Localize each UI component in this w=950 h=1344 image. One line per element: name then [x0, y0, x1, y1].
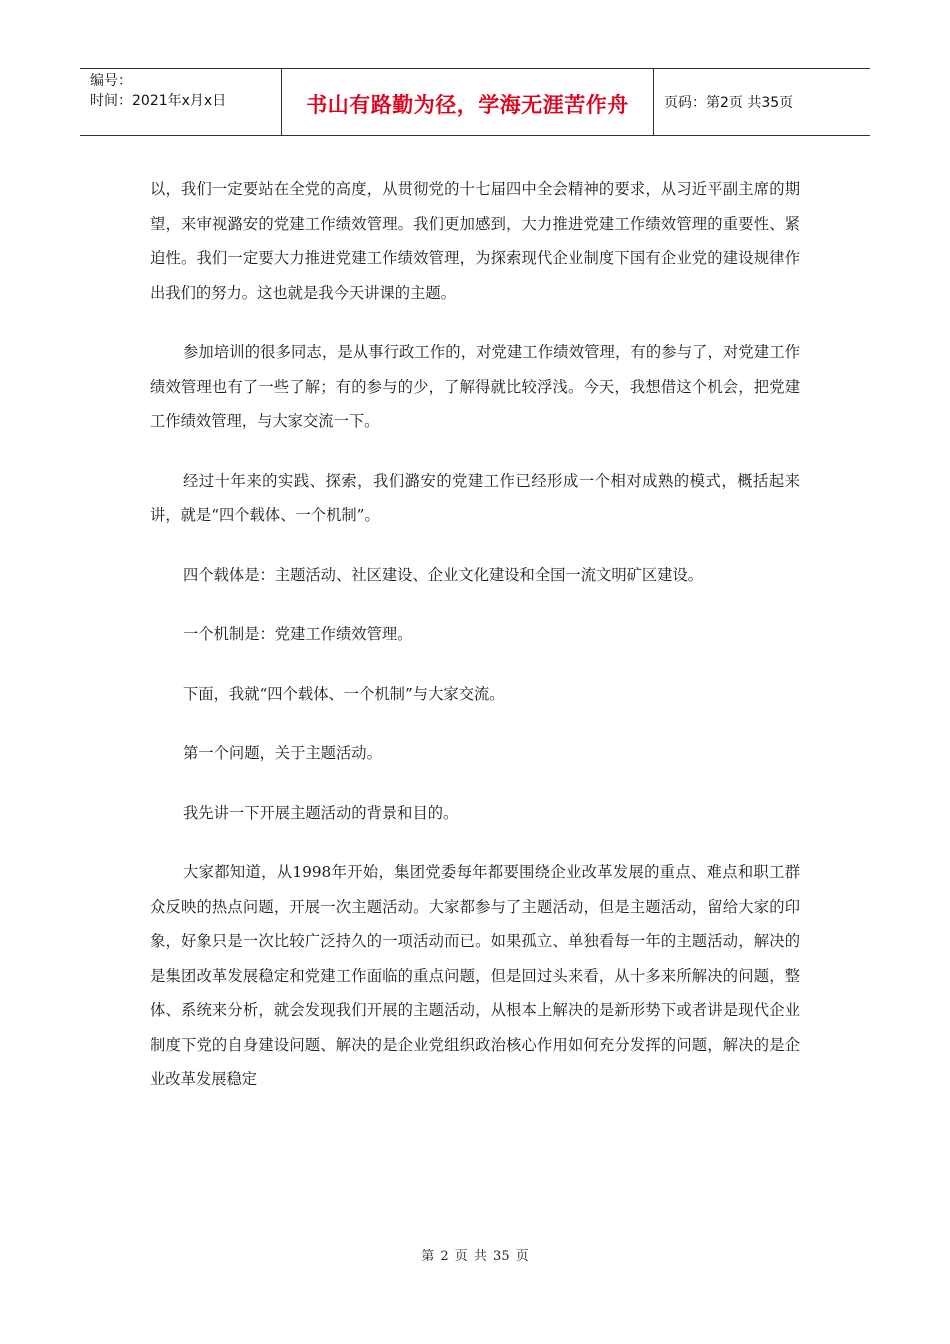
- header-page-code-cell: [654, 69, 870, 135]
- body-paragraph: 经过十年来的实践、探索，我们潞安的党建工作已经形成一个相对成熟的模式，概括起来讲，就是“四个载体、一个机制”。: [150, 471, 800, 524]
- document-body: [150, 172, 800, 1097]
- body-paragraph: 参加培训的很多同志，是从事行政工作的，对党建工作绩效管理，有的参与了，对党建工作绩效管理也有了一些了解；有的参与的少，了解得就比较浮浅。今天，我想借这个机会，把党建工作绩效管理，与大家交流一下。: [150, 343, 800, 430]
- serial-number-label: 编号：: [90, 73, 132, 89]
- motto-text: 书山有路勤为径，学海无涯苦作舟: [306, 93, 629, 117]
- date-label: 时间：2021年x月x日: [90, 93, 227, 109]
- page-code: 页码：第2页 共35页: [664, 95, 794, 111]
- body-paragraph: 我先讲一下开展主题活动的背景和目的。: [183, 803, 459, 822]
- header-motto-cell: [282, 69, 654, 135]
- body-paragraph: 以，我们一定要站在全党的高度，从贯彻党的十七届四中全会精神的要求，从习近平副主席的期望，来审视潞安的党建工作绩效管理。我们更加感到，大力推进党建工作绩效管理的重要性、紧迫性。我们一定要大力推进党建工作绩效管理，为探索现代企业制度下国有企业党的建设规律作出我们的努力。这也就是我今天讲课的主题。: [150, 180, 800, 302]
- document-header: [80, 68, 870, 136]
- page-footer: 第 2 页 共 35 页: [421, 1249, 529, 1264]
- header-meta: [80, 69, 282, 135]
- body-paragraph: 下面，我就“四个载体、一个机制”与大家交流。: [183, 684, 505, 703]
- body-paragraph: 一个机制是：党建工作绩效管理。: [183, 625, 413, 643]
- body-paragraph: 第一个问题，关于主题活动。: [183, 744, 382, 762]
- body-paragraph: 大家都知道，从1998年开始，集团党委每年都要围绕企业改革发展的重点、难点和职工群众反映的热点问题，开展一次主题活动。大家都参与了主题活动，但是主题活动，留给大家的印象，好象只是一次比较广泛持久的一项活动而已。如果孤立、单独看每一年的主题活动，解决的是集团改革发展稳定和党建工作面临的重点问题，但是回过头来看，从十多来所解决的问题，整体、系统来分析，就会发现我们开展的主题活动，从根本上解决的是新形势下或者讲是现代企业制度下党的自身建设问题、解决的是企业党组织政治核心作用如何充分发挥的问题，解决的是企业改革发展稳定: [150, 863, 800, 1088]
- body-paragraph: 四个载体是：主题活动、社区建设、企业文化建设和全国一流文明矿区建设。: [183, 565, 704, 584]
